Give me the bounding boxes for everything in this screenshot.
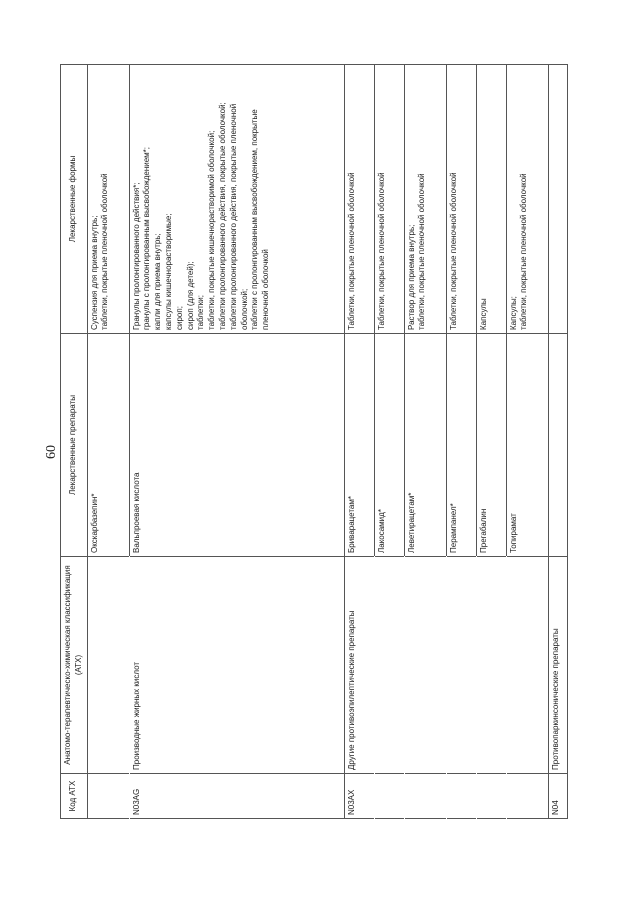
form-line: таблетки, покрытые кишечнорастворимой оболочкой;: [207, 130, 217, 330]
cell-forms: [446, 65, 476, 334]
cell-forms: [374, 65, 404, 334]
table-row: [129, 65, 344, 819]
cell-code: N03AX: [344, 774, 374, 819]
form-line: Таблетки, покрытые пленочной оболочкой: [346, 172, 356, 330]
cell-group: [404, 557, 446, 774]
cell-group: [446, 557, 476, 774]
cell-forms: [87, 65, 129, 334]
table-row: [548, 65, 567, 819]
form-line: гранулы с пролонгированным высвобождением*;: [142, 147, 152, 330]
cell-code: [374, 774, 404, 819]
cell-drug: Топирамат: [506, 334, 548, 557]
form-line: Капсулы: [478, 298, 488, 330]
form-line: Гранулы пролонгированного действия*;: [131, 182, 141, 330]
form-line: таблетки, покрытые пленочной оболочкой: [100, 173, 110, 330]
table-row: [476, 65, 506, 819]
form-line: Суспензия для приема внутрь;: [89, 215, 99, 330]
cell-drug: Бриварацетам*: [344, 334, 374, 557]
cell-drug: [548, 334, 567, 557]
drug-table: [60, 64, 568, 819]
cell-drug: Перампанел*: [446, 334, 476, 557]
table-row: [506, 65, 548, 819]
cell-group: Другие противоэпилептические препараты: [344, 557, 374, 774]
form-line: таблетки, покрытые пленочной оболочкой: [519, 173, 529, 330]
cell-group: Противопаркинсонические препараты: [548, 557, 567, 774]
header-drug: Лекарственные препараты: [61, 334, 88, 557]
form-line: сироп;: [174, 306, 184, 330]
cell-forms: [506, 65, 548, 334]
form-line: таблетки с пролонгированным высвобождением, покрытые пленочной оболочкой: [250, 109, 271, 330]
table-row: [404, 65, 446, 819]
cell-code: [506, 774, 548, 819]
form-line: Капсулы;: [508, 296, 518, 330]
cell-code: N04: [548, 774, 567, 819]
header-row: [61, 65, 88, 819]
cell-group: [87, 557, 129, 774]
cell-drug: Леветирацетам*: [404, 334, 446, 557]
table-row: [446, 65, 476, 819]
cell-forms: [548, 65, 567, 334]
cell-code: [87, 774, 129, 819]
form-line: Таблетки, покрытые пленочной оболочкой: [376, 172, 386, 330]
header-code: Код АТХ: [61, 774, 88, 819]
cell-drug: Прегабалин: [476, 334, 506, 557]
table-rotated-container: [60, 65, 568, 819]
cell-code: [404, 774, 446, 819]
cell-forms: [476, 65, 506, 334]
cell-code: [476, 774, 506, 819]
cell-code: N03AG: [129, 774, 344, 819]
page-number: 60: [44, 445, 59, 459]
cell-group: [374, 557, 404, 774]
form-line: капли для приема внутрь;: [153, 233, 163, 330]
form-line: Раствор для приема внутрь;: [406, 224, 416, 330]
cell-group: [506, 557, 548, 774]
cell-forms: [129, 65, 344, 334]
cell-drug: Окскарбазепин*: [87, 334, 129, 557]
form-line: сироп (для детей);: [185, 261, 195, 330]
cell-drug: Лакосамид*: [374, 334, 404, 557]
cell-forms: [344, 65, 374, 334]
table-row: [344, 65, 374, 819]
cell-drug: Вальпроевая кислота: [129, 334, 344, 557]
cell-code: [446, 774, 476, 819]
form-line: таблетки пролонгированного действия, покрытые пленочной оболочкой;: [228, 103, 249, 330]
cell-group: [476, 557, 506, 774]
cell-group: Производные жирных кислот: [129, 557, 344, 774]
header-forms: Лекарственные формы: [61, 65, 88, 334]
table-region: [60, 65, 568, 819]
header-group: Анатомо-терапевтическо-химическая классификация (АТХ): [61, 557, 88, 774]
form-line: капсулы кишечнорастворимые;: [163, 213, 173, 330]
form-line: таблетки пролонгированного действия, покрытые оболочкой;: [217, 102, 227, 330]
form-line: Таблетки, покрытые пленочной оболочкой: [448, 172, 458, 330]
table-row: [87, 65, 129, 819]
form-line: таблетки, покрытые пленочной оболочкой: [417, 173, 427, 330]
table-row: [374, 65, 404, 819]
cell-forms: [404, 65, 446, 334]
form-line: таблетки;: [196, 295, 206, 330]
